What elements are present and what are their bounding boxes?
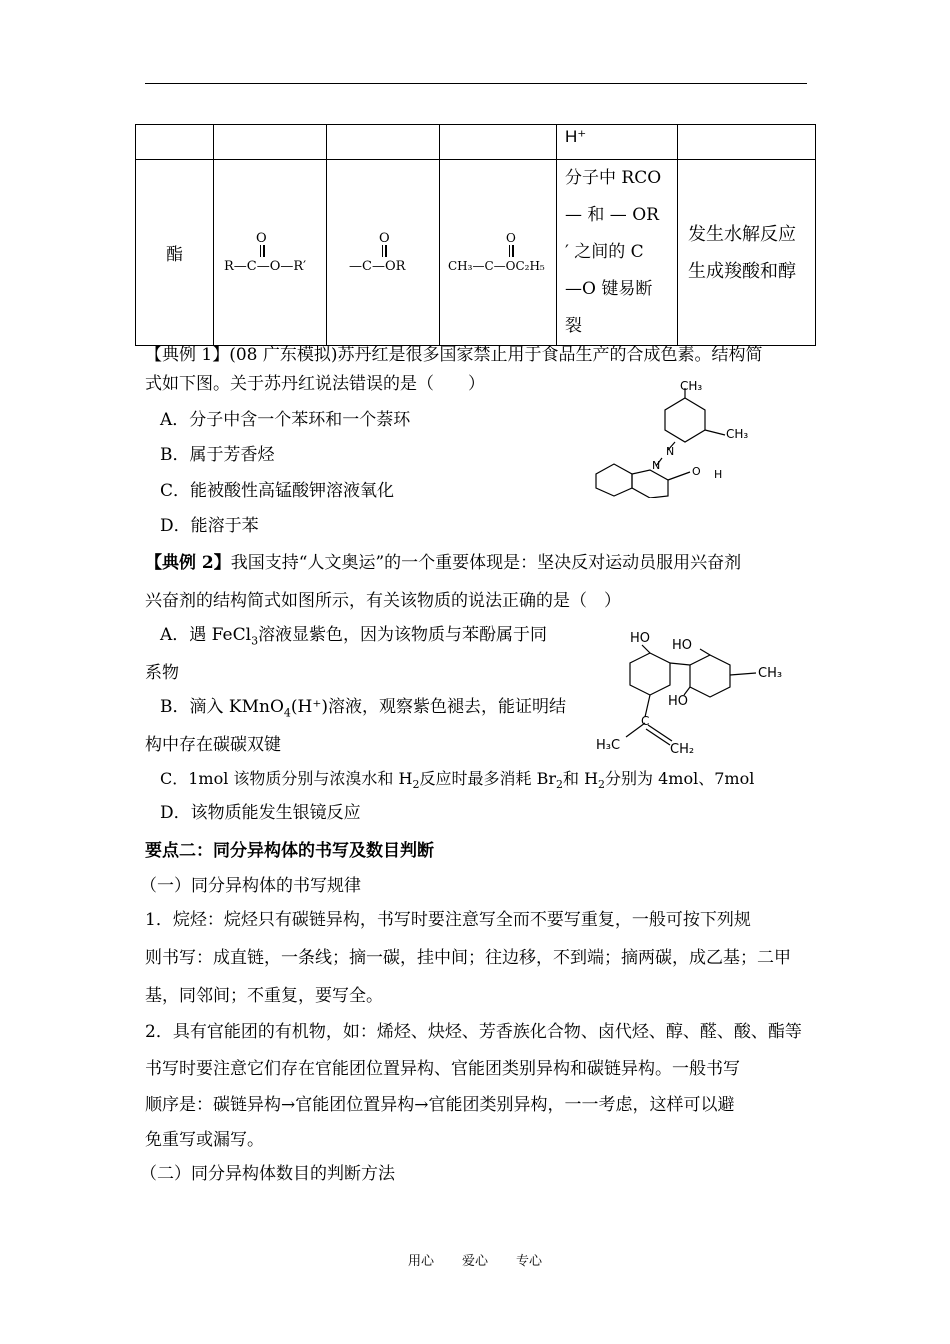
- p1-line1: 1．烷烃：烷烃只有碳链异构，书写时要注意写全而不要写重复，一般可按下列规: [145, 910, 751, 930]
- svg-text:CH₃: CH₃: [758, 666, 783, 681]
- svg-text:CH₂: CH₂: [670, 742, 695, 757]
- functional-group-cell: O —C—OR: [327, 160, 440, 346]
- general-formula-cell: O R—C—O—R′: [214, 160, 327, 346]
- p2-line2: 书写时要注意它们存在官能团位置异构、官能团类别异构和碳链异构。一般书写: [145, 1059, 740, 1079]
- example2-line2: 兴奋剂的结构简式如图所示，有关该物质的说法正确的是（ ）: [145, 591, 621, 611]
- header-rule: [145, 83, 807, 84]
- example2-option-b: B．滴入 KMnO$_4$(H⁺)溶液，观察紫色褪去，能证明结: [160, 697, 566, 720]
- example1-option-b: B．属于芳香烃: [160, 445, 275, 465]
- p2-line4: 免重写或漏写。: [145, 1130, 264, 1150]
- table-row: [136, 125, 816, 160]
- stimulant-structure: [590, 625, 800, 760]
- svg-text:O: O: [692, 465, 701, 478]
- example1-line2: 式如下图。关于苏丹红说法错误的是（ ）: [145, 374, 485, 394]
- example1-option-c: C．能被酸性高锰酸钾溶液氧化: [160, 481, 395, 501]
- table-row: [136, 160, 816, 346]
- p1-line2: 则书写：成直链，一条线；摘一碳，挂中间；往边移，不到端；摘两碳，成乙基；二甲: [145, 948, 791, 968]
- section2-sub2: （二）同分异构体数目的判断方法: [140, 1164, 395, 1184]
- bond-cell: 分子中 RCO — 和 — OR ′ 之间的 C —O 键易断 裂: [557, 160, 678, 346]
- example1-line1: 【典例 1】(08 广东模拟)苏丹红是很多国家禁止用于食品生产的合成色素。结构简: [145, 345, 763, 365]
- svg-text:HO: HO: [672, 638, 693, 653]
- example1-option-d: D．能溶于苯: [160, 516, 259, 536]
- example1-option-a: A．分子中含一个苯环和一个萘环: [160, 410, 411, 430]
- svg-text:C: C: [641, 714, 650, 728]
- section2-heading: 要点二：同分异构体的书写及数目判断: [145, 841, 434, 861]
- svg-text:N: N: [666, 445, 675, 458]
- page-footer: 用心 爱心 专心: [407, 1254, 543, 1269]
- svg-text:CH₃: CH₃: [680, 379, 703, 393]
- section2-sub1: （一）同分异构体的书写规律: [140, 876, 361, 896]
- example2-option-c: C．1mol 该物质分别与浓溴水和 $H_2$反应时最多消耗 $Br_2$和 $H_2$分别为 4mol、7mol: [160, 769, 755, 792]
- p2-line3: 顺序是：碳链异构→官能团位置异构→官能团类别异构，一一考虑，这样可以避: [145, 1095, 735, 1115]
- sudan-red-structure: [590, 378, 770, 498]
- reagent-cell: H⁺: [557, 125, 678, 160]
- class-name-cell: 酯: [136, 160, 214, 346]
- svg-text:N: N: [652, 459, 661, 472]
- svg-text:HO: HO: [630, 631, 651, 646]
- svg-text:CH₃: CH₃: [726, 427, 749, 441]
- example2-line1: 【典例 2】我国支持“人文奥运”的一个重要体现是：坚决反对运动员服用兴奋剂: [145, 553, 742, 573]
- svg-text:H₃C: H₃C: [596, 738, 621, 753]
- property-cell: 发生水解反应 生成羧酸和醇: [678, 160, 816, 346]
- example2-option-b-cont: 构中存在碳碳双键: [145, 735, 281, 755]
- example-cell: O CH₃—C—OC₂H₅: [440, 160, 557, 346]
- example2-option-d: D．该物质能发生银镜反应: [160, 803, 361, 823]
- p1-line3: 基，同邻间；不重复，要写全。: [145, 986, 383, 1006]
- svg-text:H: H: [714, 468, 723, 481]
- example2-option-a: A．遇 FeCl$_3$溶液显紫色，因为该物质与苯酚属于同: [160, 625, 548, 648]
- ester-table: [135, 124, 816, 346]
- example2-option-a-cont: 系物: [145, 663, 179, 683]
- p2-line1: 2．具有官能团的有机物，如：烯烃、炔烃、芳香族化合物、卤代烃、醇、醛、酸、酯等: [145, 1022, 802, 1042]
- svg-text:HO: HO: [668, 694, 689, 709]
